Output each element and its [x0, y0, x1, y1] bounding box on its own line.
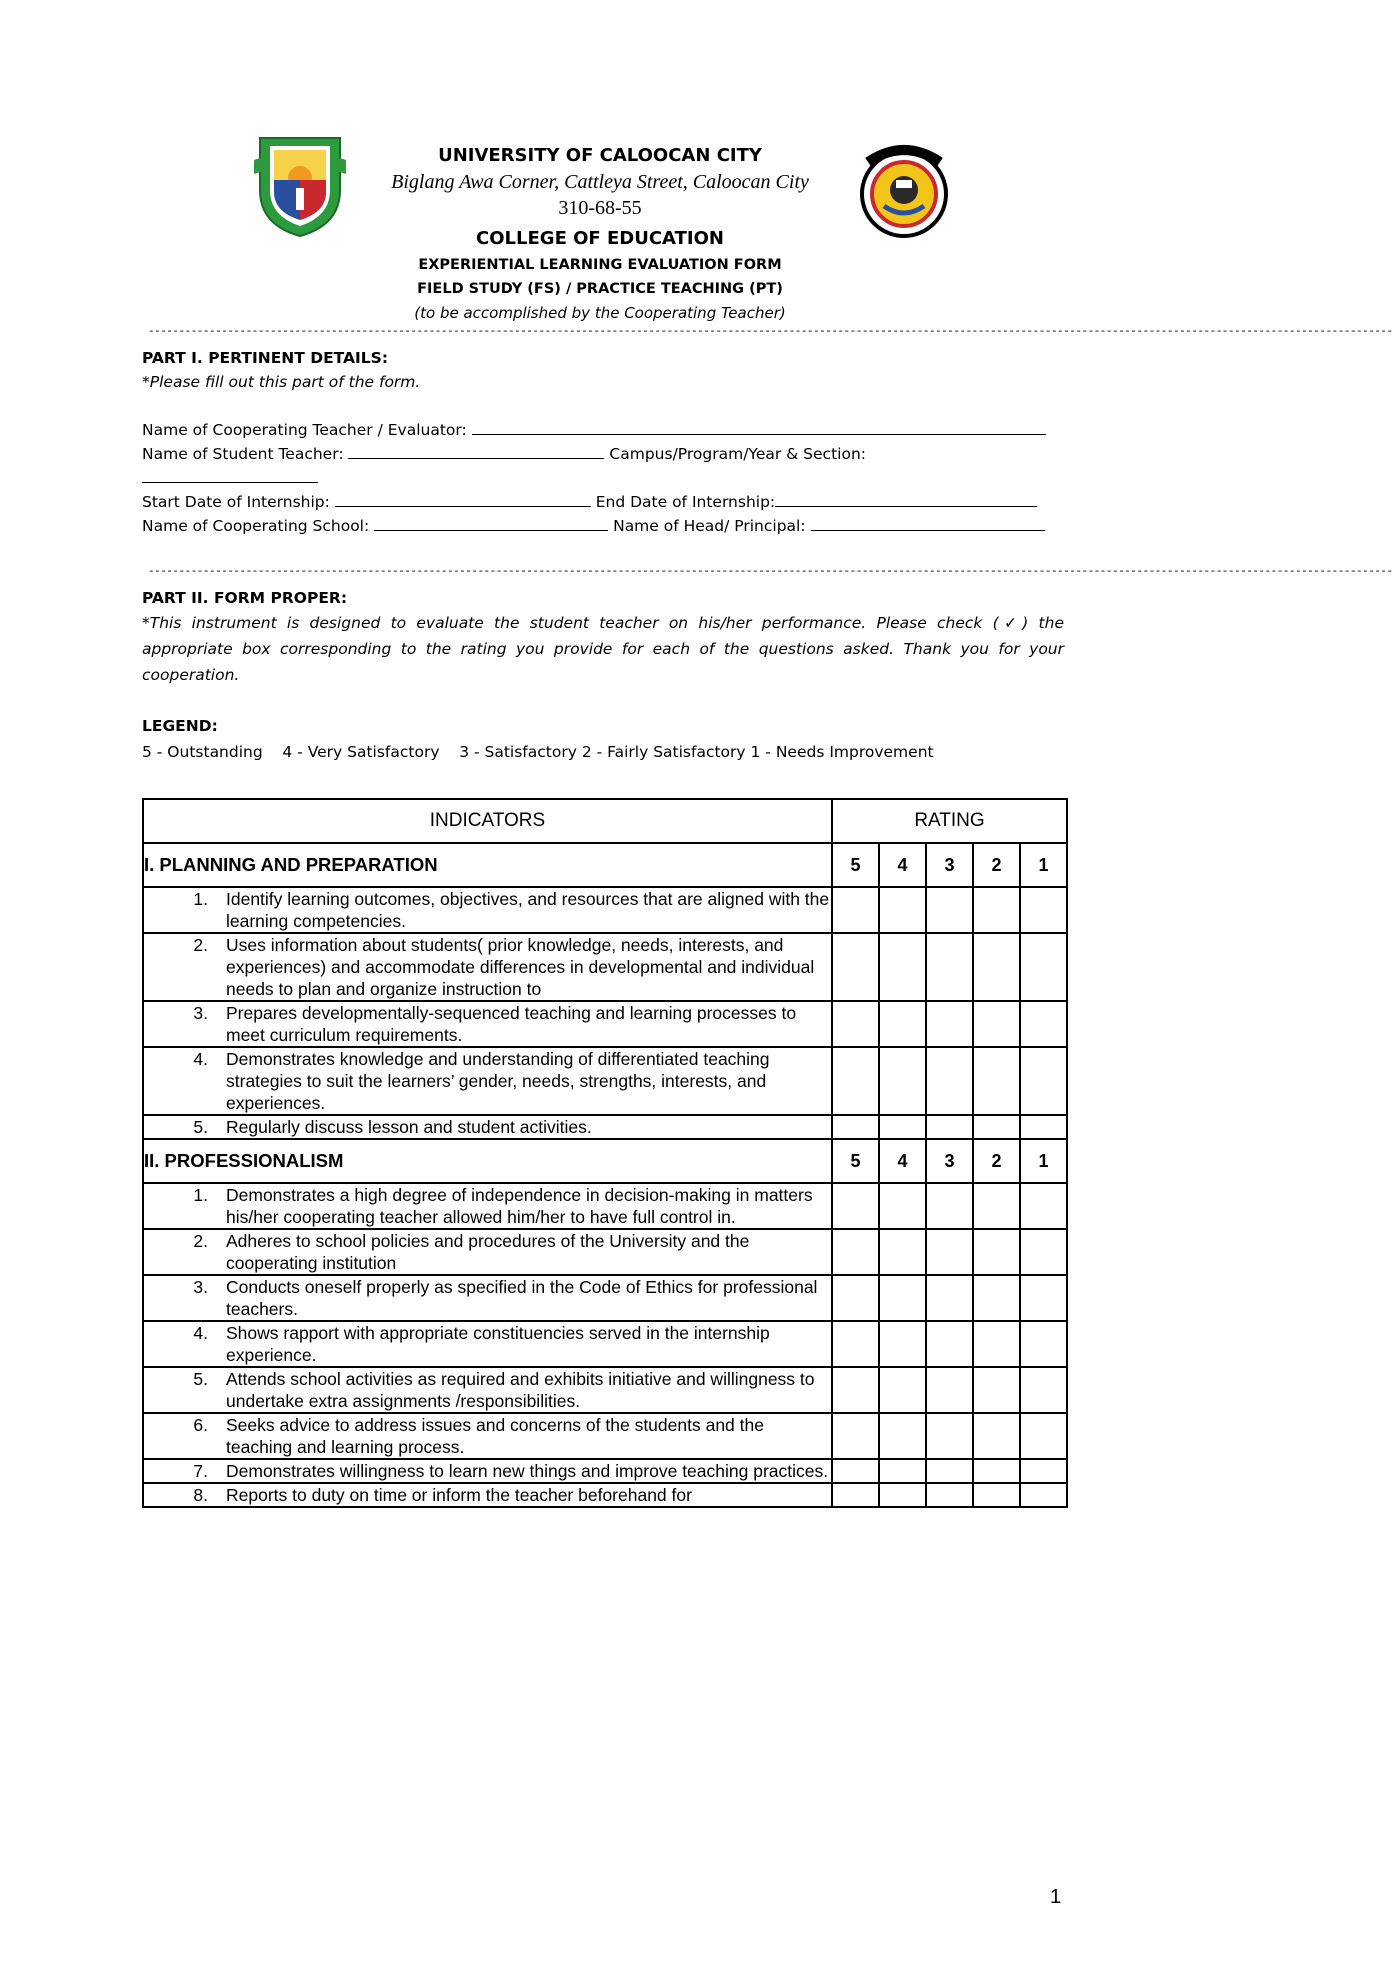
university-name: UNIVERSITY OF CALOOCAN CITY	[438, 145, 762, 166]
rating-checkbox-3[interactable]	[926, 1047, 973, 1115]
rating-checkbox-2[interactable]	[973, 887, 1020, 933]
indicator-row	[143, 1115, 1067, 1139]
end-date-label: End Date of Internship:	[595, 493, 776, 511]
rating-checkbox-1[interactable]	[1020, 1459, 1067, 1483]
indicator-row	[143, 1047, 1067, 1115]
indicator-number: 2.	[193, 935, 208, 955]
rating-checkbox-2[interactable]	[973, 1229, 1020, 1275]
rating-checkbox-4[interactable]	[879, 1115, 926, 1139]
college-name: COLLEGE OF EDUCATION	[476, 228, 724, 249]
rating-checkbox-4[interactable]	[879, 1183, 926, 1229]
indicator-row	[143, 1183, 1067, 1229]
rating-checkbox-1[interactable]	[1020, 1275, 1067, 1321]
head-label: Name of Head/ Principal:	[613, 517, 806, 535]
indicator-text: Demonstrates knowledge and understanding of differentiated teaching strategies to suit the learners’ gender, needs, strengths, interests, and experiences.	[226, 1049, 770, 1113]
indicator-cell	[143, 1001, 832, 1047]
part2-instruction: *This instrument is designed to evaluate the student teacher on his/her performance. Please check (✓) the appropriate box corresponding to the rating you provide for each of the questions asked. Thank you for your cooperation.	[142, 614, 1064, 684]
rating-header: RATING	[832, 799, 1067, 843]
indicator-text: Shows rapport with appropriate constituencies served in the internship experience.	[226, 1323, 770, 1365]
page-number: 1	[1050, 1886, 1062, 1908]
indicator-text: Conducts oneself properly as specified in the Code of Ethics for professional teachers.	[226, 1277, 818, 1319]
rating-checkbox-4[interactable]	[879, 933, 926, 1001]
indicator-text: Demonstrates willingness to learn new things and improve teaching practices.	[226, 1461, 829, 1481]
indicator-cell	[143, 1047, 832, 1115]
indicator-text: Attends school activities as required and exhibits initiative and willingness to undertake extra assignments /responsibilities.	[226, 1369, 815, 1411]
indicator-number: 7.	[193, 1461, 208, 1481]
rating-checkbox-3[interactable]	[926, 1413, 973, 1459]
rating-checkbox-5[interactable]	[832, 887, 879, 933]
rating-checkbox-3[interactable]	[926, 1183, 973, 1229]
rating-scale-label: 4	[879, 1139, 926, 1183]
dashed-divider: ------------------------------------------------------------------------------------------------------------------------------------------------------------------------------------------------------------	[148, 326, 1393, 338]
campus-row	[142, 466, 318, 490]
rating-checkbox-4[interactable]	[879, 1275, 926, 1321]
indicator-number: 1.	[193, 889, 208, 909]
rating-checkbox-3[interactable]	[926, 1483, 973, 1507]
part2-title: PART II. FORM PROPER:	[142, 589, 348, 607]
dashed-divider: ------------------------------------------------------------------------------------------------------------------------------------------------------------------------------------------------------------	[148, 566, 1393, 578]
indicators-header: INDICATORS	[143, 799, 832, 843]
rating-checkbox-1[interactable]	[1020, 887, 1067, 933]
start-date-field[interactable]	[335, 490, 591, 507]
end-date-field[interactable]	[775, 490, 1037, 507]
indicator-text: Regularly discuss lesson and student activities.	[226, 1117, 592, 1137]
rating-checkbox-4[interactable]	[879, 887, 926, 933]
rating-checkbox-5[interactable]	[832, 1047, 879, 1115]
rating-checkbox-3[interactable]	[926, 1229, 973, 1275]
section-title: II. PROFESSIONALISM	[143, 1139, 832, 1183]
indicator-number: 5.	[193, 1369, 208, 1389]
rating-checkbox-4[interactable]	[879, 1483, 926, 1507]
rating-checkbox-2[interactable]	[973, 1367, 1020, 1413]
rating-checkbox-1[interactable]	[1020, 1321, 1067, 1367]
rating-scale-label: 5	[832, 843, 879, 887]
form-note: (to be accomplished by the Cooperating Teacher)	[414, 304, 786, 322]
indicator-text: Uses information about students( prior knowledge, needs, interests, and experiences) and accommodate differences in developmental and individual needs to plan and organize instruction to	[226, 935, 815, 999]
rating-table	[142, 798, 1068, 1508]
start-date-label: Start Date of Internship:	[142, 493, 330, 511]
rating-checkbox-3[interactable]	[926, 1367, 973, 1413]
section-row	[143, 843, 1067, 887]
indicator-row	[143, 887, 1067, 933]
indicator-cell	[143, 1367, 832, 1413]
rating-checkbox-3[interactable]	[926, 887, 973, 933]
rating-checkbox-1[interactable]	[1020, 933, 1067, 1001]
indicator-text: Prepares developmentally-sequenced teaching and learning processes to meet curriculum requirements.	[226, 1003, 797, 1045]
indicator-number: 1.	[193, 1185, 208, 1205]
rating-checkbox-3[interactable]	[926, 1001, 973, 1047]
rating-checkbox-3[interactable]	[926, 1321, 973, 1367]
indicator-row	[143, 1001, 1067, 1047]
internship-dates-row	[142, 490, 1037, 514]
student-teacher-label: Name of Student Teacher:	[142, 445, 344, 463]
rating-checkbox-2[interactable]	[973, 1275, 1020, 1321]
indicator-number: 3.	[193, 1277, 208, 1297]
indicator-cell	[143, 933, 832, 1001]
rating-scale-label: 5	[832, 1139, 879, 1183]
rating-scale-label: 3	[926, 843, 973, 887]
indicator-number: 4.	[193, 1323, 208, 1343]
cooperating-teacher-row	[142, 418, 1046, 442]
rating-checkbox-4[interactable]	[879, 1321, 926, 1367]
rating-checkbox-2[interactable]	[973, 1321, 1020, 1367]
rating-checkbox-3[interactable]	[926, 1275, 973, 1321]
student-teacher-field[interactable]	[348, 442, 604, 459]
rating-checkbox-3[interactable]	[926, 1115, 973, 1139]
rating-scale-label: 1	[1020, 1139, 1067, 1183]
indicator-number: 4.	[193, 1049, 208, 1069]
rating-checkbox-5[interactable]	[832, 1115, 879, 1139]
rating-checkbox-3[interactable]	[926, 933, 973, 1001]
student-teacher-row	[142, 442, 866, 466]
indicator-text: Identify learning outcomes, objectives, and resources that are aligned with the learning competencies.	[226, 889, 830, 931]
rating-checkbox-5[interactable]	[832, 1413, 879, 1459]
indicator-cell	[143, 1229, 832, 1275]
rating-checkbox-2[interactable]	[973, 1115, 1020, 1139]
rating-checkbox-5[interactable]	[832, 1001, 879, 1047]
indicator-text: Demonstrates a high degree of independence in decision-making in matters his/her cooperating teacher allowed him/her to have full control in.	[226, 1185, 813, 1227]
form-title: EXPERIENTIAL LEARNING EVALUATION FORM	[418, 257, 782, 273]
rating-checkbox-2[interactable]	[973, 1413, 1020, 1459]
indicator-row	[143, 1321, 1067, 1367]
university-phone: 310-68-55	[558, 197, 642, 219]
rating-checkbox-3[interactable]	[926, 1459, 973, 1483]
rating-checkbox-4[interactable]	[879, 1001, 926, 1047]
indicator-text: Reports to duty on time or inform the teacher beforehand for	[226, 1485, 692, 1505]
rating-checkbox-1[interactable]	[1020, 1047, 1067, 1115]
cooperating-teacher-field[interactable]	[472, 418, 1046, 435]
rating-checkbox-4[interactable]	[879, 1459, 926, 1483]
school-label: Name of Cooperating School:	[142, 517, 370, 535]
university-address: Biglang Awa Corner, Cattleya Street, Caloocan City	[391, 171, 809, 193]
rating-checkbox-1[interactable]	[1020, 1483, 1067, 1507]
rating-scale-label: 3	[926, 1139, 973, 1183]
rating-checkbox-2[interactable]	[973, 1183, 1020, 1229]
rating-checkbox-5[interactable]	[832, 1367, 879, 1413]
indicator-cell	[143, 1483, 832, 1507]
rating-checkbox-1[interactable]	[1020, 1115, 1067, 1139]
part1-instruction: *Please fill out this part of the form.	[142, 373, 421, 391]
indicator-row	[143, 933, 1067, 1001]
indicator-number: 5.	[193, 1117, 208, 1137]
indicator-row	[143, 1459, 1067, 1483]
section-row	[143, 1139, 1067, 1183]
indicator-number: 6.	[193, 1415, 208, 1435]
rating-scale-label: 2	[973, 1139, 1020, 1183]
head-field[interactable]	[811, 514, 1045, 531]
rating-checkbox-1[interactable]	[1020, 1367, 1067, 1413]
rating-checkbox-2[interactable]	[973, 933, 1020, 1001]
rating-checkbox-5[interactable]	[832, 1459, 879, 1483]
indicator-number: 2.	[193, 1231, 208, 1251]
indicator-text: Seeks advice to address issues and concerns of the students and the teaching and learning process.	[226, 1415, 764, 1457]
rating-scale-label: 4	[879, 843, 926, 887]
indicator-cell	[143, 1115, 832, 1139]
section-title: I. PLANNING AND PREPARATION	[143, 843, 832, 887]
rating-checkbox-1[interactable]	[1020, 1001, 1067, 1047]
indicator-row	[143, 1275, 1067, 1321]
campus-label: Campus/Program/Year & Section:	[609, 445, 866, 463]
rating-checkbox-5[interactable]	[832, 1275, 879, 1321]
document-header	[300, 143, 900, 325]
rating-checkbox-5[interactable]	[832, 933, 879, 1001]
indicator-cell	[143, 1275, 832, 1321]
indicator-row	[143, 1483, 1067, 1507]
form-subtitle: FIELD STUDY (FS) / PRACTICE TEACHING (PT)	[417, 281, 783, 297]
indicator-number: 8.	[193, 1485, 208, 1505]
rating-checkbox-4[interactable]	[879, 1047, 926, 1115]
rating-checkbox-2[interactable]	[973, 1459, 1020, 1483]
rating-checkbox-5[interactable]	[832, 1229, 879, 1275]
indicator-cell	[143, 1183, 832, 1229]
indicator-cell	[143, 1413, 832, 1459]
rating-checkbox-2[interactable]	[973, 1047, 1020, 1115]
rating-scale-label: 2	[973, 843, 1020, 887]
indicator-cell	[143, 1459, 832, 1483]
rating-checkbox-5[interactable]	[832, 1483, 879, 1507]
indicator-row	[143, 1229, 1067, 1275]
school-row	[142, 514, 1045, 538]
indicator-cell	[143, 887, 832, 933]
indicator-row	[143, 1367, 1067, 1413]
rating-checkbox-4[interactable]	[879, 1367, 926, 1413]
rating-checkbox-5[interactable]	[832, 1321, 879, 1367]
part1-title: PART I. PERTINENT DETAILS:	[142, 349, 389, 367]
indicator-text: Adheres to school policies and procedures of the University and the cooperating institution	[226, 1231, 750, 1273]
legend-title: LEGEND:	[142, 717, 218, 735]
rating-checkbox-1[interactable]	[1020, 1229, 1067, 1275]
rating-checkbox-2[interactable]	[973, 1483, 1020, 1507]
indicator-row	[143, 1413, 1067, 1459]
rating-checkbox-1[interactable]	[1020, 1183, 1067, 1229]
indicator-cell	[143, 1321, 832, 1367]
cooperating-teacher-label: Name of Cooperating Teacher / Evaluator:	[142, 421, 467, 439]
rating-checkbox-4[interactable]	[879, 1229, 926, 1275]
rating-checkbox-1[interactable]	[1020, 1413, 1067, 1459]
legend-text: 5 - Outstanding 4 - Very Satisfactory 3 - Satisfactory 2 - Fairly Satisfactory 1 - Needs Improvement	[142, 743, 934, 761]
rating-scale-label: 1	[1020, 843, 1067, 887]
rating-checkbox-2[interactable]	[973, 1001, 1020, 1047]
rating-checkbox-4[interactable]	[879, 1413, 926, 1459]
indicator-number: 3.	[193, 1003, 208, 1023]
school-field[interactable]	[374, 514, 608, 531]
table-header-row	[143, 799, 1067, 843]
rating-checkbox-5[interactable]	[832, 1183, 879, 1229]
campus-field[interactable]	[142, 466, 318, 483]
